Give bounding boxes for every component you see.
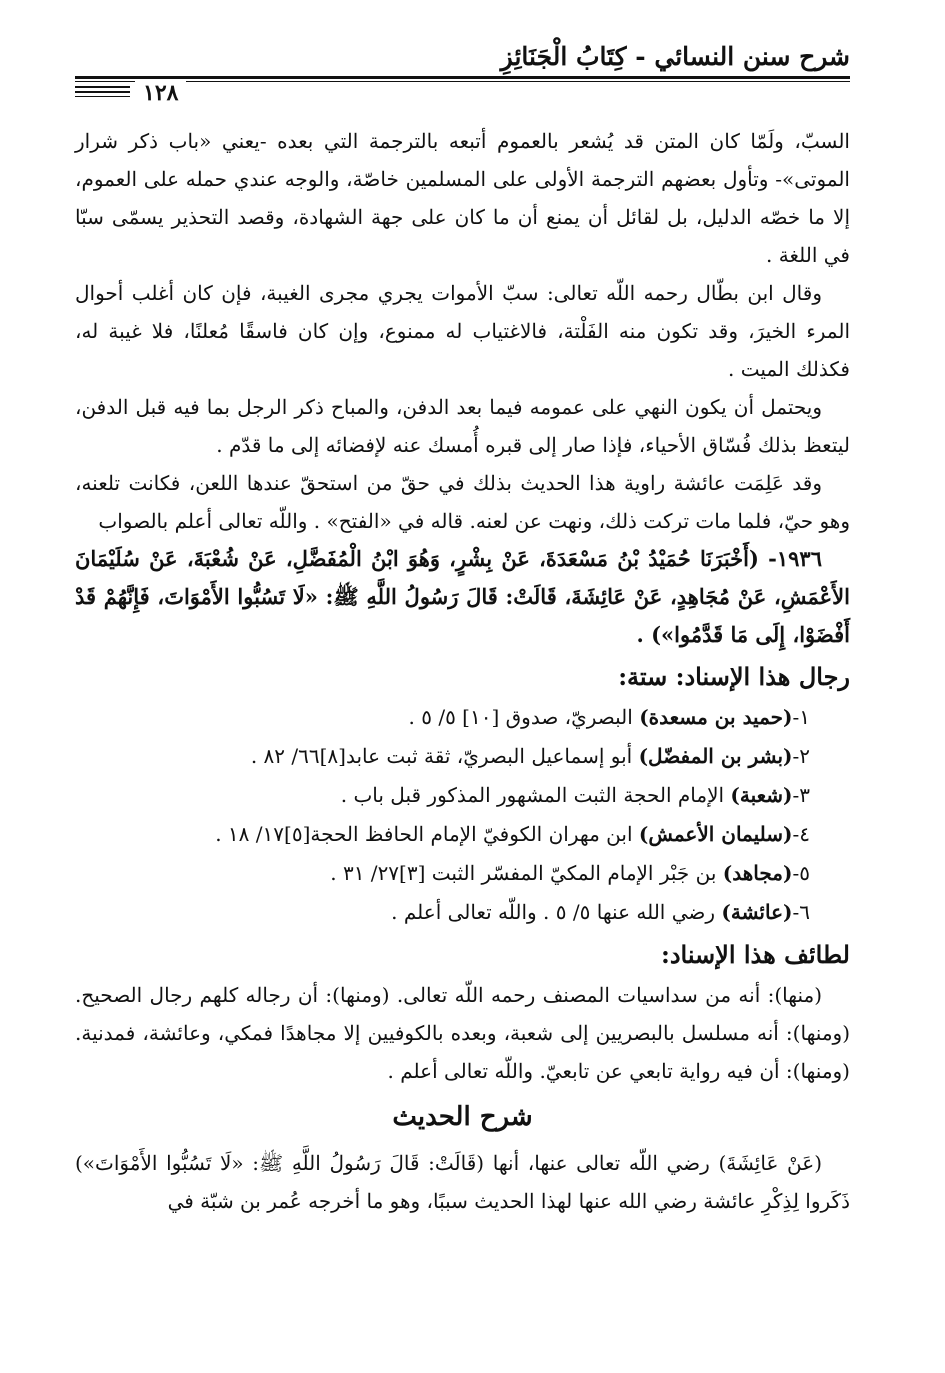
page-number-area (75, 82, 245, 106)
page-number: ١٢٨ (135, 80, 186, 106)
page-number-rule (75, 86, 130, 88)
narrator-description: البصريّ، صدوق [١٠] ٥/ ٥ . (408, 705, 640, 729)
narrator-item (75, 698, 850, 737)
narrator-name: (مجاهد) (722, 861, 793, 885)
narrator-number: ١- (792, 705, 810, 729)
narrator-number: ٥- (792, 861, 810, 885)
narrator-number: ٦- (792, 900, 810, 924)
narrator-number: ٣- (792, 783, 810, 807)
hadith-text: ١٩٣٦- (أَخْبَرَنَا حُمَيْدُ بْنُ مَسْعَدَةَ، عَنْ بِشْرٍ، وَهُوَ ابْنُ الْمُفَضَّلِ، عَنْ شُعْبَةَ، عَنْ سُلَيْمَانَ الأَعْمَشِ، عَنْ مُجَاهِدٍ، عَنْ عَائِشَةَ، قَالَتْ: قَالَ رَسُولُ اللَّهِ ﷺ: «لَا تَسُبُّوا الأَمْوَاتَ، فَإِنَّهُمْ قَدْ أَفْضَوْا، إِلَى مَا قَدَّمُوا») . (75, 546, 850, 647)
narrator-name: (بشر بن المفضّل) (638, 744, 793, 768)
narrators-heading: رجال هذا الإسناد: ستة: (618, 662, 850, 691)
narrator-description: أبو إسماعيل البصريّ، ثقة ثبت عابد[٨]٦٦/ ٨٢ . (250, 744, 639, 768)
narrator-item (75, 737, 850, 776)
narrator-name: (عائشة) (721, 900, 793, 924)
narrator-description: بن جَبْر الإمام المكيّ المفسّر الثبت [٣]٢٧/ ٣١ . (330, 861, 723, 885)
explanation-text: (عَنْ عَائِشَةَ) رضي اللّه تعالى عنها، أنها (قَالَتْ: قَالَ رَسُولُ اللَّهِ ﷺ: «لَا تَسُبُّوا الأَمْوَاتَ») ذَكَروا لِذِكْرِ عائشة رضي الله عنها لهذا الحديث سببًا، وهو ما أخرجه عُمر بن شبّة في (75, 1151, 850, 1213)
book-page (75, 30, 850, 1350)
page-body (75, 122, 850, 1220)
subtleties-heading: لطائف هذا الإسناد: (660, 940, 850, 969)
narrator-description: رضي الله عنها ٥/ ٥ . واللّه تعالى أعلم . (391, 900, 722, 924)
narrator-item (75, 776, 850, 815)
paragraph: وقال ابن بطّال رحمه اللّه تعالى: سبّ الأموات يجري مجرى الغيبة، فإن كان أغلب أحوال المرء الخيرَ، وقد تكون منه الفَلْتة، فالاغتياب له ممنوع، وإن كان فاسقًا مُعلنًا، فلا غيبة له، فكذلك الميت . (75, 281, 850, 381)
header-rule (75, 76, 850, 79)
narrators-list (75, 698, 850, 932)
narrator-item (75, 893, 850, 932)
narrator-description: الإمام الحجة الثبت المشهور المذكور قبل باب . (340, 783, 731, 807)
explanation-heading: شرح الحديث (392, 1102, 533, 1132)
narrator-number: ٤- (792, 822, 810, 846)
paragraph: وقد عَلِمَت عائشة راوية هذا الحديث بذلك في حقّ من استحقّ عندها اللعن، فكانت تلعنه، وهو حيّ، فلما مات تركت ذلك، ونهت عن لعنه. قاله في «الفتح» . واللّه تعالى أعلم بالصواب (75, 471, 850, 533)
page-number-rule (75, 91, 130, 93)
running-title: شرح سنن النسائي - كِتَابُ الْجَنَائِزِ (500, 42, 850, 71)
page-number-rule (75, 96, 130, 97)
narrator-name: (حميد بن مسعدة) (639, 705, 793, 729)
page-header (75, 30, 850, 106)
paragraph: ويحتمل أن يكون النهي على عمومه فيما بعد الدفن، والمباح ذكر الرجل بما فيه قبل الدفن، ليتعظ بذلك فُسّاق الأحياء، فإذا صار إلى قبره أُمسك عنه لإفضائه إلى ما قدّم . (75, 395, 850, 457)
subtleties-text: (منها): أنه من سداسيات المصنف رحمه اللّه تعالى. (ومنها): أن رجاله كلهم رجال الصحيح. (ومنها): أنه مسلسل بالبصريين إلى شعبة، وبعده بالكوفيين إلا مجاهدًا فمكي، وعائشة، فمدنية. (ومنها): أن فيه رواية تابعي عن تابعيّ. واللّه تعالى أعلم . (75, 983, 850, 1083)
narrator-number: ٢- (792, 744, 810, 768)
narrator-item (75, 854, 850, 893)
narrator-description: ابن مهران الكوفيّ الإمام الحافظ الحجة[٥]١٧/ ١٨ . (215, 822, 639, 846)
narrator-name: (شعبة) (730, 783, 793, 807)
narrator-item (75, 815, 850, 854)
paragraph: السبّ، ولَمّا كان المتن قد يُشعر بالعموم أتبعه بالترجمة التي بعده -يعني «باب ذكر شرار الموتى»- وتأول بعضهم الترجمة الأولى على المسلمين خاصّة، والوجه عندي حمله على العموم، إلا ما خصّه الدليل، بل لقائل أن يمنع أن ما كان على جهة الشهادة، وقصد التحذير يسمّى سبّا في اللغة . (75, 129, 850, 267)
narrator-name: (سليمان الأعمش) (638, 822, 793, 846)
